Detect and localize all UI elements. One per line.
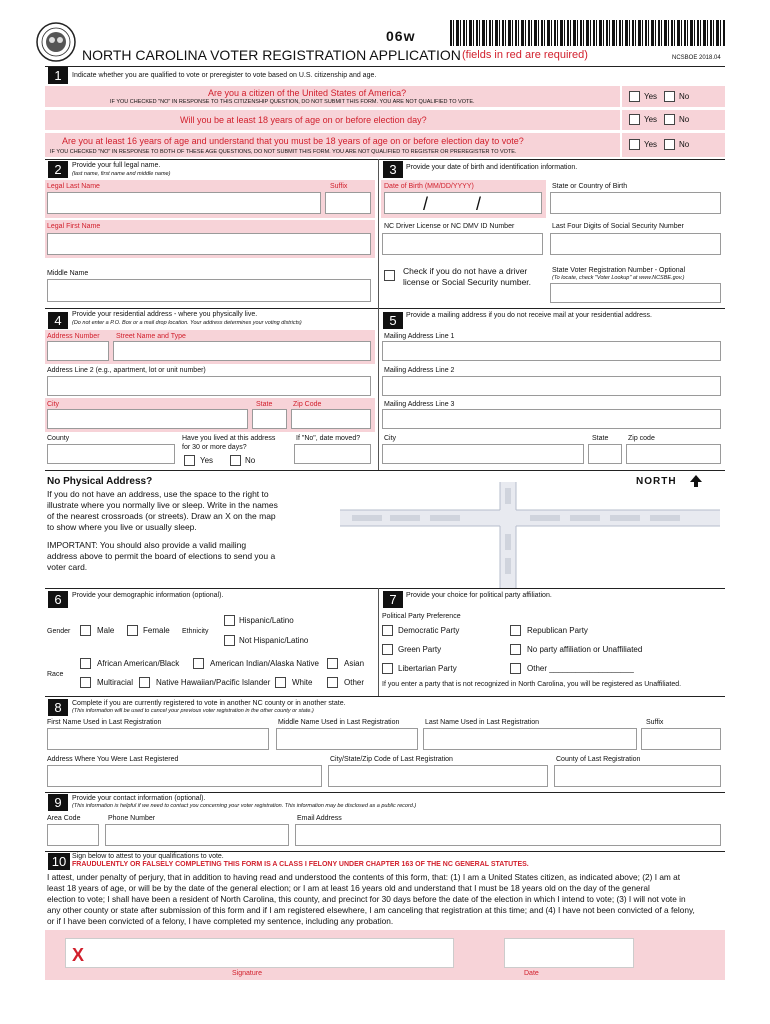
area-code-label: Area Code bbox=[47, 815, 81, 822]
north-label: NORTH bbox=[636, 476, 677, 487]
race-pacific-label: Native Hawaiian/Pacific Islander bbox=[156, 678, 271, 687]
lived-question-1: Have you lived at this address bbox=[182, 435, 276, 442]
county-field[interactable] bbox=[47, 444, 175, 464]
prev-csz-field[interactable] bbox=[328, 765, 548, 787]
not-hispanic-label: Not Hispanic/Latino bbox=[239, 636, 309, 645]
county-label: County bbox=[47, 435, 70, 442]
barcode-icon bbox=[450, 20, 725, 46]
lib-checkbox[interactable] bbox=[382, 663, 393, 674]
section-number-8: 8 bbox=[48, 699, 68, 716]
street-field[interactable] bbox=[113, 341, 371, 361]
ethnicity-label: Ethnicity bbox=[182, 628, 209, 635]
dl-field[interactable] bbox=[382, 233, 543, 255]
age16-no-checkbox[interactable] bbox=[664, 139, 675, 150]
date-field[interactable] bbox=[504, 938, 634, 968]
form-code: 06w bbox=[386, 28, 416, 44]
mail-line2-field[interactable] bbox=[382, 376, 721, 396]
dl-label: NC Driver License or NC DMV ID Number bbox=[384, 223, 515, 230]
reg-num-note: (To locate, check "Voter Lookup" at www.NCSBE.gov.) bbox=[552, 275, 685, 281]
ssn-field[interactable] bbox=[550, 233, 721, 255]
section-number-1: 1 bbox=[48, 67, 68, 84]
hispanic-label: Hispanic/Latino bbox=[239, 616, 294, 625]
crossroads-map[interactable] bbox=[290, 482, 720, 588]
age16-yes-label: Yes bbox=[644, 140, 658, 149]
no-id-label-2: license or Social Security number. bbox=[403, 277, 532, 287]
dob-slash-2: / bbox=[476, 194, 482, 214]
state-label: State bbox=[256, 401, 273, 408]
section-number-3: 3 bbox=[383, 161, 403, 178]
nophys-text-6: address above to permit the board of elections to send you a bbox=[47, 551, 276, 561]
lived-yes-label: Yes bbox=[200, 456, 214, 465]
mail-line1-field[interactable] bbox=[382, 341, 721, 361]
ssn-label: Last Four Digits of Social Security Number bbox=[552, 223, 684, 230]
race-label: Race bbox=[47, 671, 64, 678]
prev-addr-label: Address Where You Were Last Registered bbox=[47, 756, 179, 763]
email-field[interactable] bbox=[295, 824, 721, 846]
s2-subnote: (last name, first name and middle name) bbox=[72, 171, 171, 177]
age18-no-checkbox[interactable] bbox=[664, 114, 675, 125]
citizen-yes-label: Yes bbox=[644, 92, 658, 101]
city-label: City bbox=[47, 401, 60, 408]
reg-num-field[interactable] bbox=[550, 283, 721, 303]
nophys-text-3: of the nearest crossroads (or streets). Draw an X on the map bbox=[47, 511, 276, 521]
male-checkbox[interactable] bbox=[80, 625, 91, 636]
prev-suffix-label: Suffix bbox=[646, 719, 664, 726]
prev-suffix-field[interactable] bbox=[641, 728, 721, 750]
male-label: Male bbox=[97, 626, 115, 635]
s6-instruction: Provide your demographic information (optional). bbox=[72, 592, 224, 599]
addr-num-field[interactable] bbox=[47, 341, 109, 361]
lived-no-checkbox[interactable] bbox=[230, 455, 241, 466]
s2-instruction: Provide your full legal name. bbox=[72, 162, 161, 169]
age16-yes-checkbox[interactable] bbox=[629, 139, 640, 150]
prev-last-label: Last Name Used in Last Registration bbox=[425, 719, 539, 726]
phone-label: Phone Number bbox=[108, 815, 156, 822]
age18-yes-label: Yes bbox=[644, 115, 658, 124]
race-white-label: White bbox=[292, 678, 313, 687]
mail-city-label: City bbox=[384, 435, 397, 442]
section-number-5: 5 bbox=[383, 312, 403, 329]
race-other-checkbox[interactable] bbox=[327, 677, 338, 688]
addr-line2-field[interactable] bbox=[47, 376, 371, 396]
zip-field[interactable] bbox=[291, 409, 371, 429]
citizenship-note: IF YOU CHECKED "NO" IN RESPONSE TO THIS CITIZENSHIP QUESTION, DO NOT SUBMIT THIS FORM. YOU ARE NOT QUALIFIED TO VOTE. bbox=[110, 99, 475, 105]
party-note: If you enter a party that is not recognized in North Carolina, you will be registered as Unaffiliated. bbox=[382, 681, 682, 688]
suffix-label: Suffix bbox=[330, 183, 348, 190]
age16-no-label: No bbox=[679, 140, 690, 149]
prev-middle-field[interactable] bbox=[276, 728, 418, 750]
prev-csz-label: City/State/Zip Code of Last Registration bbox=[330, 756, 453, 763]
nophys-text-2: illustrate where you normally live or sleep. Write in the names bbox=[47, 500, 278, 510]
prev-first-label: First Name Used in Last Registration bbox=[47, 719, 162, 726]
prev-county-field[interactable] bbox=[554, 765, 721, 787]
female-checkbox[interactable] bbox=[127, 625, 138, 636]
nophys-title: No Physical Address? bbox=[47, 476, 153, 487]
section-number-10: 10 bbox=[48, 853, 70, 870]
dob-label: Date of Birth (MM/DD/YYYY) bbox=[384, 183, 474, 190]
prev-last-field[interactable] bbox=[423, 728, 637, 750]
age16-question: Are you at least 16 years of age and understand that you must be 18 years of age on or before election day to vote? bbox=[62, 136, 524, 146]
reg-num-label: State Voter Registration Number - Optional bbox=[552, 267, 686, 274]
felony-warning: FRAUDULENTLY OR FALSELY COMPLETING THIS FORM IS A CLASS I FELONY UNDER CHAPTER 163 OF THE NC GENERAL STATUTES. bbox=[72, 861, 529, 868]
birth-place-label: State or Country of Birth bbox=[552, 183, 628, 190]
race-asian-checkbox[interactable] bbox=[327, 658, 338, 669]
area-code-field[interactable] bbox=[47, 824, 99, 846]
no-id-checkbox[interactable] bbox=[384, 270, 395, 281]
dob-slash-1: / bbox=[423, 194, 429, 214]
s4-instruction: Provide your residential address - where you physically live. bbox=[72, 311, 258, 318]
mail-line3-field[interactable] bbox=[382, 409, 721, 429]
section-number-4: 4 bbox=[48, 312, 68, 329]
gender-label: Gender bbox=[47, 628, 71, 635]
middle-name-field[interactable] bbox=[47, 279, 371, 302]
moved-date-field[interactable] bbox=[294, 444, 371, 464]
mail-line3-label: Mailing Address Line 3 bbox=[384, 401, 455, 408]
signature-field[interactable] bbox=[65, 938, 454, 968]
citizen-no-checkbox[interactable] bbox=[664, 91, 675, 102]
section-number-7: 7 bbox=[383, 591, 403, 608]
last-name-field[interactable] bbox=[47, 192, 321, 214]
s10-instruction: Sign below to attest to your qualifications to vote. bbox=[72, 853, 224, 860]
prev-middle-label: Middle Name Used in Last Registration bbox=[278, 719, 400, 726]
attest-line-4: any other county or state after submission of this form and if I am registered elsewhere, I am canceling that registration at this time; and (4) I have not been convicted of a felony, bbox=[47, 905, 695, 915]
prev-county-label: County of Last Registration bbox=[556, 756, 641, 763]
s8-instruction: Complete if you are currently registered to vote in another NC county or in another state. bbox=[72, 700, 346, 707]
signature-label: Signature bbox=[232, 970, 262, 977]
dem-checkbox[interactable] bbox=[382, 625, 393, 636]
section-number-2: 2 bbox=[48, 161, 68, 178]
s9-subnote: (This information is helpful if we need to contact you concerning your voter registration. This information may be disclosed as a public record.) bbox=[72, 803, 417, 809]
s3-instruction: Provide your date of birth and identification information. bbox=[406, 164, 578, 171]
citizen-yes-checkbox[interactable] bbox=[629, 91, 640, 102]
lived-yes-checkbox[interactable] bbox=[184, 455, 195, 466]
green-checkbox[interactable] bbox=[382, 644, 393, 655]
prev-first-field[interactable] bbox=[47, 728, 269, 750]
nophys-text-7: voter card. bbox=[47, 562, 88, 572]
birth-place-field[interactable] bbox=[550, 192, 721, 214]
attest-line-1: I attest, under penalty of perjury, that in addition to having read and understood the contents of this form, that: (1) I am a United States citizen, as indicated above; (2) I am at bbox=[47, 872, 681, 882]
race-white-checkbox[interactable] bbox=[275, 677, 286, 688]
unaffiliated-label: No party affiliation or Unaffiliated bbox=[527, 645, 643, 654]
lib-label: Libertarian Party bbox=[398, 664, 457, 673]
suffix-field[interactable] bbox=[325, 192, 371, 214]
form-id: NCSBOE 2018.04 bbox=[672, 55, 721, 61]
no-id-label-1: Check if you do not have a driver bbox=[403, 266, 528, 276]
street-label: Street Name and Type bbox=[116, 333, 186, 340]
s4-subnote: (Do not enter a P.O. Box or a mail drop location. Your address determines your voting districts) bbox=[72, 320, 302, 326]
state-seal-icon bbox=[36, 22, 76, 62]
mail-state-field[interactable] bbox=[588, 444, 622, 464]
mail-state-label: State bbox=[592, 435, 609, 442]
lived-question-2: for 30 or more days? bbox=[182, 444, 247, 451]
city-field[interactable] bbox=[47, 409, 248, 429]
first-name-field[interactable] bbox=[47, 233, 371, 255]
lived-no-label: No bbox=[245, 456, 256, 465]
race-other-label: Other bbox=[344, 678, 365, 687]
race-pacific-checkbox[interactable] bbox=[139, 677, 150, 688]
middle-name-label: Middle Name bbox=[47, 270, 89, 277]
other-party-label: Other ___________________ bbox=[527, 664, 634, 673]
mail-zip-label: Zip code bbox=[628, 435, 655, 442]
not-hispanic-checkbox[interactable] bbox=[224, 635, 235, 646]
prev-addr-field[interactable] bbox=[47, 765, 322, 787]
last-name-label: Legal Last Name bbox=[47, 183, 100, 190]
date-label: Date bbox=[524, 970, 539, 977]
race-native-checkbox[interactable] bbox=[193, 658, 204, 669]
citizenship-question: Are you a citizen of the United States of America? bbox=[208, 88, 407, 98]
attest-line-5: or if I have been convicted of a felony, I have completed my sentence, including any probation. bbox=[47, 916, 394, 926]
age18-no-label: No bbox=[679, 115, 690, 124]
female-label: Female bbox=[143, 626, 170, 635]
mail-zip-field[interactable] bbox=[626, 444, 721, 464]
nophys-text-5: IMPORTANT: You should also provide a valid mailing bbox=[47, 540, 247, 550]
race-black-checkbox[interactable] bbox=[80, 658, 91, 669]
dem-label: Democratic Party bbox=[398, 626, 460, 635]
race-asian-label: Asian bbox=[344, 659, 365, 668]
state-field[interactable] bbox=[252, 409, 287, 429]
rep-label: Republican Party bbox=[527, 626, 588, 635]
dob-field[interactable] bbox=[384, 192, 542, 214]
form-title: NORTH CAROLINA VOTER REGISTRATION APPLICATION bbox=[82, 47, 461, 63]
s8-subnote: (This information will be used to cancel your previous voter registration in the other county or state.) bbox=[72, 708, 314, 714]
moved-date-label: If "No", date moved? bbox=[296, 435, 361, 442]
rep-checkbox[interactable] bbox=[510, 625, 521, 636]
section-number-9: 9 bbox=[48, 794, 68, 811]
email-label: Email Address bbox=[297, 815, 342, 822]
s7-instruction: Provide your choice for political party affiliation. bbox=[406, 592, 552, 599]
addr-num-label: Address Number bbox=[47, 333, 100, 340]
phone-field[interactable] bbox=[105, 824, 289, 846]
citizen-no-label: No bbox=[679, 92, 690, 101]
party-pref-label: Political Party Preference bbox=[382, 613, 461, 620]
race-multiracial-checkbox[interactable] bbox=[80, 677, 91, 688]
hispanic-checkbox[interactable] bbox=[224, 615, 235, 626]
age18-question: Will you be at least 18 years of age on or before election day? bbox=[180, 115, 427, 125]
attest-line-3: election to vote; I shall have been a resident of North Carolina, this county, and precinct for 30 days before the date of the election in which I intend to vote; (3) I will not vote in bbox=[47, 894, 686, 904]
nophys-text-1: If you do not have an address, use the space to the right to bbox=[47, 489, 269, 499]
s9-instruction: Provide your contact information (optional). bbox=[72, 795, 206, 802]
green-label: Green Party bbox=[398, 645, 442, 654]
mail-line2-label: Mailing Address Line 2 bbox=[384, 367, 455, 374]
race-black-label: African American/Black bbox=[97, 659, 180, 668]
race-multiracial-label: Multiracial bbox=[97, 678, 134, 687]
mail-city-field[interactable] bbox=[382, 444, 584, 464]
other-party-checkbox[interactable] bbox=[510, 663, 521, 674]
signature-x: X bbox=[72, 945, 85, 965]
required-note: (fields in red are required) bbox=[462, 49, 588, 61]
race-native-label: American Indian/Alaska Native bbox=[210, 659, 319, 668]
s5-instruction: Provide a mailing address if you do not receive mail at your residential address. bbox=[406, 312, 652, 319]
attest-line-2: least 18 years of age, or will be by the date of the general election; or I am at least 16 years old and understand that I must be 18 years old on the day of the general bbox=[47, 883, 650, 893]
section-number-6: 6 bbox=[48, 591, 68, 608]
age18-yes-checkbox[interactable] bbox=[629, 114, 640, 125]
unaffiliated-checkbox[interactable] bbox=[510, 644, 521, 655]
s1-instruction: Indicate whether you are qualified to vote or preregister to vote based on U.S. citizenship and age. bbox=[72, 72, 377, 79]
mail-line1-label: Mailing Address Line 1 bbox=[384, 333, 455, 340]
nophys-text-4: to show where you live or usually sleep. bbox=[47, 522, 197, 532]
zip-label: Zip Code bbox=[293, 401, 322, 408]
age16-note: IF YOU CHECKED "NO" IN RESPONSE TO BOTH OF THESE AGE QUESTIONS, DO NOT SUBMIT THIS FORM. YOU ARE NOT QUALIFIED TO REGISTER OR PREREGISTER TO VOTE. bbox=[50, 149, 517, 155]
first-name-label: Legal First Name bbox=[47, 223, 101, 230]
addr-line2-label: Address Line 2 (e.g., apartment, lot or unit number) bbox=[47, 367, 206, 374]
